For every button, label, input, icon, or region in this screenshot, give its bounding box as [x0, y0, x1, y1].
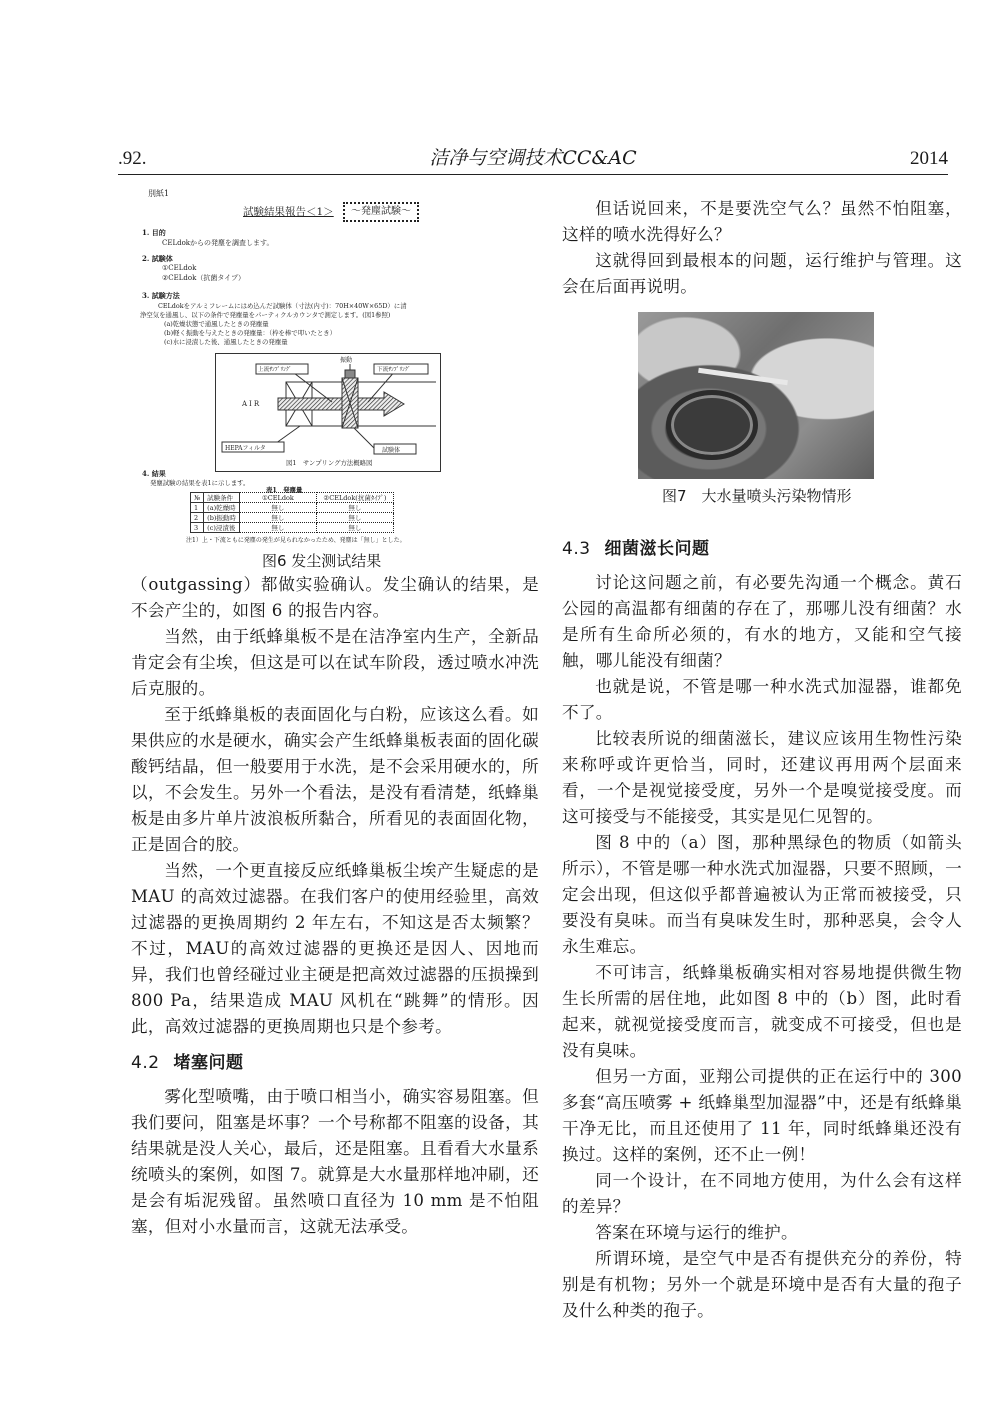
page-number: .92. — [118, 148, 147, 169]
paragraph: 当然，一个更直接反应纸蜂巢板尘埃产生疑虑的是 MAU 的高效过滤器。在我们客户的使用经验里，高效过滤器的更换周期约 2 年左右，不知这是否太频繁？不过，MAU的高效过滤器的更换还是因人、因地而异，我们也曾经碰过业主硬是把高效过滤器的压损操到 800 Pa，结果造成 MAU 风机在“跳舞”的情形。因此，高效过滤器的更换周期也只是个参考。 — [131, 861, 539, 1036]
table-note: 注1）上・下流ともに発塵の発生が見られなかったため、発塵は「無し」とした。 — [186, 537, 406, 544]
method-condition-a: (a)乾燥状態で通風したときの発塵量 — [164, 320, 269, 328]
section-number: 4.2 — [131, 1053, 160, 1073]
air-label: AIR — [242, 400, 262, 408]
paragraph: （outgassing）都做实验确认。发尘确认的结果，是不会产尘的，如图 6 的报告内容。 — [131, 575, 539, 620]
figure-6-caption: 图6 发尘测试结果 — [262, 552, 382, 570]
section-1-heading: 1. 目的 — [142, 228, 166, 237]
table-cell: 無し — [316, 523, 393, 533]
figure-7-caption: 图7 大水量喷头污染物情形 — [662, 487, 852, 505]
section-2-heading: 2. 試験体 — [142, 254, 173, 263]
table-row — [191, 523, 394, 533]
paragraph: 也就是说，不管是哪一种水洗式加湿器，谁都免不了。 — [562, 677, 962, 722]
table-cell: 3 — [191, 523, 204, 533]
section-1-body: CELdokからの発塵を調査します。 — [162, 239, 274, 247]
paragraph: 讨论这问题之前，有必要先沟通一个概念。黄石公园的高温都有细菌的存在了，那哪儿没有细菌？水是所有生命所必须的，有水的地方，又能和空气接触，哪儿能没有细菌？ — [562, 573, 962, 670]
paragraph: 至于纸蜂巢板的表面固化与白粉，应该这么看。如果供应的水是硬水，确实会产生纸蜂巢板表面的固化碳酸钙结晶，但一般要用于水洗，是不会采用硬水的，所以，不会发生。另外一个看法，是没有看清楚，纸蜂巢板是由多片单片波浪板所黏合，所看见的表面固化物，正是固合的胶。 — [131, 705, 539, 854]
table-header: № — [191, 493, 204, 503]
section-title: 细菌滋长问题 — [604, 539, 710, 559]
table-cell: (b)振動時 — [204, 513, 240, 523]
table-cell: 無し — [239, 503, 316, 513]
running-header — [118, 138, 948, 175]
report-title: 試験結果報告＜1＞ — [243, 206, 334, 218]
paragraph: 这就得回到最根本的问题，运行维护与管理。这会在后面再说明。 — [562, 251, 962, 296]
method-condition-b: (b)軽く振動を与えたときの発塵量：（枠を棒で叩いたとき） — [164, 329, 337, 337]
attachment-label: 別紙1 — [148, 189, 170, 198]
left-column — [131, 572, 539, 1240]
paragraph: 不可讳言，纸蜂巢板确实相对容易地提供微生物生长所需的居住地，此如图 8 中的（b）图，此时看起来，就视觉接受度而言，就变成不可接受，但也是没有臭味。 — [562, 963, 962, 1060]
table-cell: 無し — [316, 503, 393, 513]
figure-7-spacer — [562, 300, 962, 526]
section-title: 堵塞问题 — [173, 1053, 244, 1073]
right-column — [562, 196, 962, 1324]
upstream-sampling-label: 上流ｻﾝﾌﾟﾘﾝｸﾞ — [258, 367, 292, 373]
section-4-heading: 4. 結果 — [142, 469, 166, 478]
figure-6-report — [140, 186, 440, 546]
table-cell: 無し — [239, 523, 316, 533]
section-heading-4-2 — [131, 1050, 539, 1076]
diagram-caption: 図1 サンプリング方法概略図 — [286, 459, 373, 467]
paragraph: 比较表所说的细菌滋长，建议应该用生物性污染来称呼或许更恰当，同时，还建议再用两个层面来看，一个是视觉接受度，另外一个是嗅觉接受度。而这可接受与不能接受，其实是见仁见智的。 — [562, 729, 962, 826]
report-subtitle: ～発塵試験～ — [343, 202, 419, 222]
table-header: ②CELdok(抗菌ﾀｲﾌﾟ) — [316, 493, 393, 503]
vibration-label: 振動 — [340, 357, 353, 364]
specimen-1: ①CELdok — [162, 264, 197, 272]
sampling-diagram — [215, 353, 441, 472]
table-cell: 1 — [191, 503, 204, 513]
airflow-arrow — [278, 392, 404, 416]
table-cell: (c)浸漬後 — [204, 523, 240, 533]
paragraph: 但另一方面，亚翔公司提供的正在运行中的 300 多套“高压喷雾 + 纸蜂巢型加湿器”中，还是有纸蜂巢干净无比，而且还使用了 11 年，同时纸蜂巢还没有换过。这样的案例，还不止一例！ — [562, 1067, 962, 1164]
paragraph: 雾化型喷嘴，由于喷口相当小，确实容易阻塞。但我们要问，阻塞是坏事？一个号称都不阻塞的设备，其结果就是没人关心，最后，还是阻塞。且看看大水量系统喷头的案例，如图 7。就算是大水量那样地冲刷，还是会有垢泥残留。虽然喷口直径为 10 mm 是不怕阻塞，但对小水量而言，这就无法承受。 — [131, 1087, 539, 1236]
section-heading-4-3 — [562, 536, 962, 562]
results-table — [190, 492, 394, 533]
paragraph: 同一个设计，在不同地方使用，为什么会有这样的差异？ — [562, 1171, 962, 1216]
section-4-body: 発塵試験の結果を表1に示します。 — [150, 479, 250, 487]
table-cell: (a)乾燥時 — [204, 503, 240, 513]
table-cell: 2 — [191, 513, 204, 523]
paragraph: 当然，由于纸蜂巢板不是在洁净室内生产，全新品肯定会有尘埃，但这是可以在试车阶段，透过喷水冲洗后克服的。 — [131, 627, 539, 698]
table-header-row — [191, 493, 394, 503]
paragraph: 图 8 中的（a）图，那种黑绿色的物质（如箭头所示），不管是哪一种水洗式加湿器，只要不照顾，一定会出现，但这似乎都普遍被认为正常而被接受，只要没有臭味。而当有臭味发生时，那种恶臭，会令人永生难忘。 — [562, 833, 962, 956]
table-header: 試験条件 — [204, 493, 240, 503]
method-condition-c: (c)水に浸漬した後、通風したときの発塵量 — [164, 338, 288, 346]
paragraph: 所谓环境，是空气中是否有提供充分的养份，特别是有机物；另外一个就是环境中是否有大量的孢子及什么种类的孢子。 — [562, 1249, 962, 1320]
table-row — [191, 513, 394, 523]
paragraph: 但话说回来，不是要洗空气么？虽然不怕阻塞，这样的喷水洗得好么？ — [562, 199, 962, 244]
specimen-label: 試験体 — [382, 447, 401, 454]
method-line-1: CELdokをアルミフレームにはめ込んだ試験体（寸法(内寸)：70H×40W×65D）に清 — [158, 302, 407, 310]
paragraph: 答案在环境与运行的维护。 — [595, 1223, 798, 1242]
hepa-filter-label: HEPAフィルタ — [225, 445, 266, 452]
table-row — [191, 503, 394, 513]
table-cell: 無し — [239, 513, 316, 523]
downstream-sampling-label: 下流ｻﾝﾌﾟﾘﾝｸﾞ — [377, 367, 411, 373]
journal-title: 洁净与空调技术CC&AC — [429, 147, 637, 169]
method-line-2: 浄空気を通風し、以下の条件で発塵量をパーティクルカウンタで測定します。(図1参照) — [140, 311, 391, 319]
section-number: 4.3 — [562, 539, 591, 559]
vibrator-block — [345, 370, 355, 378]
table-cell: 無し — [316, 513, 393, 523]
publication-year: 2014 — [910, 148, 948, 169]
table-title: 表1 発塵量 — [266, 486, 303, 494]
table-header: ①CELdok — [239, 493, 316, 503]
section-3-heading: 3. 試験方法 — [142, 291, 180, 300]
specimen-2: ②CELdok（抗菌タイプ） — [162, 274, 246, 282]
